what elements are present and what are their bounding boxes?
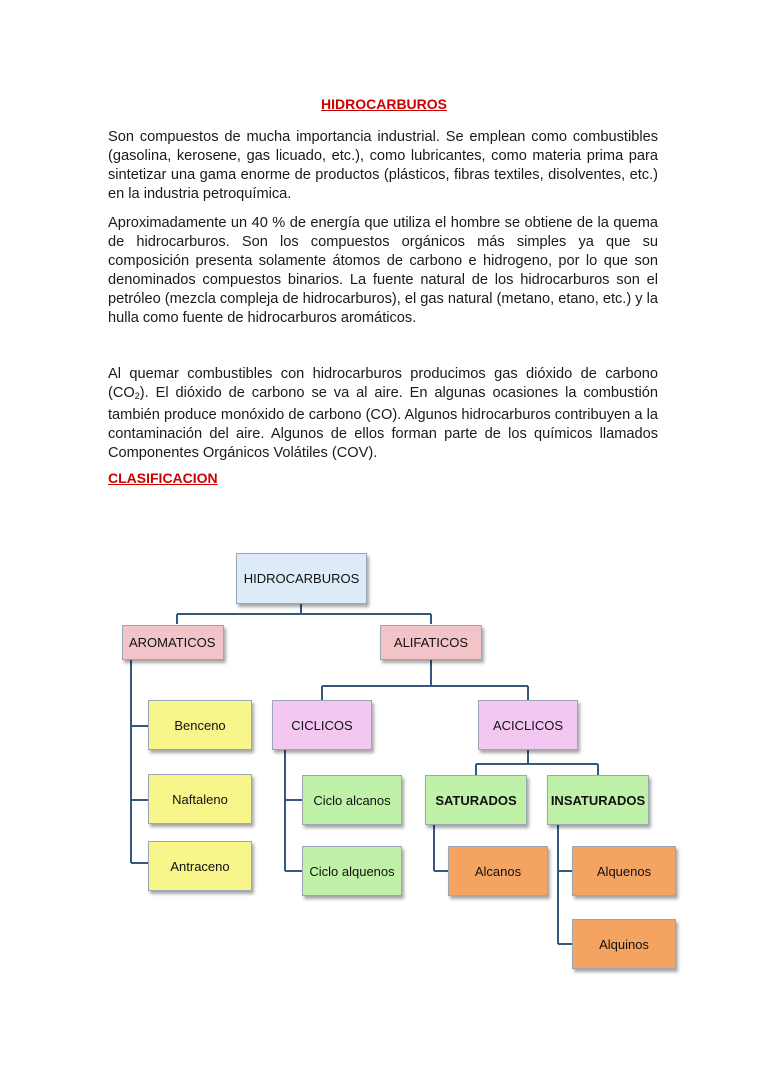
box-saturados: SATURADOS	[425, 775, 527, 825]
box-alifaticos: ALIFATICOS	[380, 625, 482, 660]
box-alcanos: Alcanos	[448, 846, 548, 896]
box-antraceno: Antraceno	[148, 841, 252, 891]
box-ciclo-alquenos: Ciclo alquenos	[302, 846, 402, 896]
connector-root	[177, 604, 431, 624]
box-naftaleno: Naftaleno	[148, 774, 252, 824]
co2-subscript: 2	[134, 391, 140, 401]
box-alquenos: Alquenos	[572, 846, 676, 896]
box-ciclo-alcanos: Ciclo alcanos	[302, 775, 402, 825]
connector-alifaticos	[322, 660, 528, 700]
box-aciclicos: ACICLICOS	[478, 700, 578, 750]
box-aromaticos: AROMATICOS	[122, 625, 224, 660]
paragraph-combustion-part2: ). El dióxido de carbono se va al aire. En algunas ocasiones la combustión también produce monóxido de carbono (CO). Algunos hidrocarburos contribuyen a la contaminación del aire. Algunos de ellos forman parte de los químicos llamados Componentes Orgánicos Volátiles (COV).	[108, 385, 658, 461]
connector-aromaticos	[131, 660, 148, 863]
connector-aciclicos	[476, 750, 598, 775]
box-hidrocarburos: HIDROCARBUROS	[236, 553, 367, 604]
connector-saturados	[434, 825, 448, 871]
connector-insaturados	[558, 825, 572, 944]
paragraph-intro: Son compuestos de mucha importancia industrial. Se emplean como combustibles (gasolina, kerosene, gas licuado, etc.), como lubricantes, como materia prima para sintetizar una gama enorme de productos (plásticos, fibras textiles, disolventes, etc.) en la industria petroquímica.	[108, 129, 658, 202]
page-title: HIDROCARBUROS	[321, 96, 447, 112]
box-insaturados: INSATURADOS	[547, 775, 649, 825]
box-ciclicos: CICLICOS	[272, 700, 372, 750]
box-alquinos: Alquinos	[572, 919, 676, 969]
paragraph-energy: Aproximadamente un 40 % de energía que utiliza el hombre se obtiene de la quema de hidrocarburos. Son los compuestos orgánicos más simples ya que su composición presenta solamente átomos de carbono e hidrogeno, por lo que son denominados compuestos binarios. La fuente natural de los hidrocarburos son el petróleo (mezcla compleja de hidrocarburos), el gas natural (metano, etano, etc.) y la hulla como fuente de hidrocarburos aromáticos.	[108, 215, 658, 326]
connector-ciclicos	[285, 750, 302, 871]
section-heading-clasificacion: CLASIFICACION	[108, 470, 218, 486]
box-benceno: Benceno	[148, 700, 252, 750]
paragraph-combustion-part1: Al quemar combustibles con hidrocarburos producimos gas dióxido de carbono (CO	[108, 366, 658, 401]
